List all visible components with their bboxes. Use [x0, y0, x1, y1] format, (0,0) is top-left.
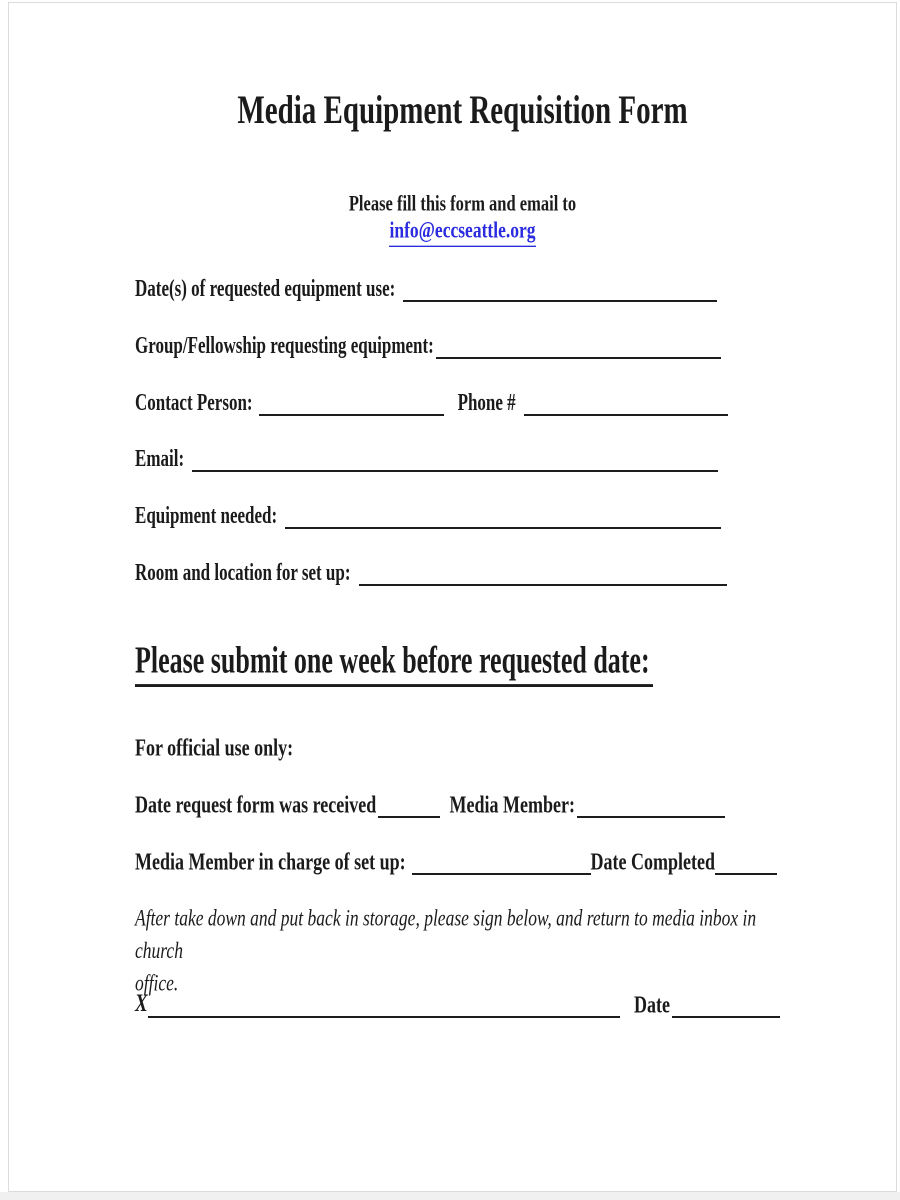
group-label: Group/Fellowship requesting equipment:: [135, 332, 434, 359]
intro-text: Please fill this form and email to: [348, 190, 577, 216]
date-use-blank[interactable]: [403, 300, 717, 302]
page-title: Media Equipment Requisition Form: [237, 87, 688, 133]
equipment-blank[interactable]: [285, 527, 721, 529]
date-completed-blank[interactable]: [715, 873, 777, 875]
group-blank[interactable]: [436, 357, 721, 359]
deadline-heading: Please submit one week before requested date:: [135, 654, 653, 687]
email-label: Email:: [135, 445, 185, 472]
phone-label: Phone #: [457, 389, 516, 416]
return-instructions-note: After take down and put back in storage, please sign below, and return to media inbox in church office.: [135, 904, 757, 996]
signature-date-blank[interactable]: [672, 1016, 780, 1018]
signature-x-label: X: [135, 989, 148, 1018]
equipment-row: [135, 504, 721, 530]
email-link-line: [135, 215, 790, 247]
in-charge-label: Media Member in charge of set up:: [135, 847, 406, 875]
date-use-label: Date(s) of requested equipment use:: [135, 275, 396, 302]
contact-phone-row: [135, 391, 728, 417]
in-charge-row: [135, 847, 777, 876]
signature-date-label: Date: [634, 990, 670, 1018]
received-row: [135, 790, 725, 819]
room-label: Room and location for set up:: [135, 559, 351, 586]
email-link[interactable]: info@eccseattle.org: [389, 224, 535, 244]
signature-blank[interactable]: [148, 1016, 620, 1018]
in-charge-blank[interactable]: [412, 873, 591, 875]
contact-blank[interactable]: [259, 414, 444, 416]
media-member-label: Media Member:: [449, 790, 575, 818]
page-bottom-edge: [0, 1192, 900, 1200]
contact-label: Contact Person:: [135, 389, 253, 416]
group-row: [135, 334, 721, 360]
received-label: Date request form was received: [135, 790, 377, 818]
phone-blank[interactable]: [524, 414, 728, 416]
signature-row: [135, 989, 780, 1019]
email-blank[interactable]: [192, 470, 718, 472]
room-blank[interactable]: [359, 584, 728, 586]
official-use-heading: For official use only:: [135, 733, 294, 761]
email-row: [135, 447, 718, 473]
date-use-row: [135, 277, 717, 303]
equipment-label: Equipment needed:: [135, 502, 278, 529]
room-row: [135, 561, 727, 587]
media-member-blank[interactable]: [577, 816, 725, 818]
date-completed-label: Date Completed: [590, 847, 715, 875]
received-date-blank[interactable]: [378, 816, 439, 818]
